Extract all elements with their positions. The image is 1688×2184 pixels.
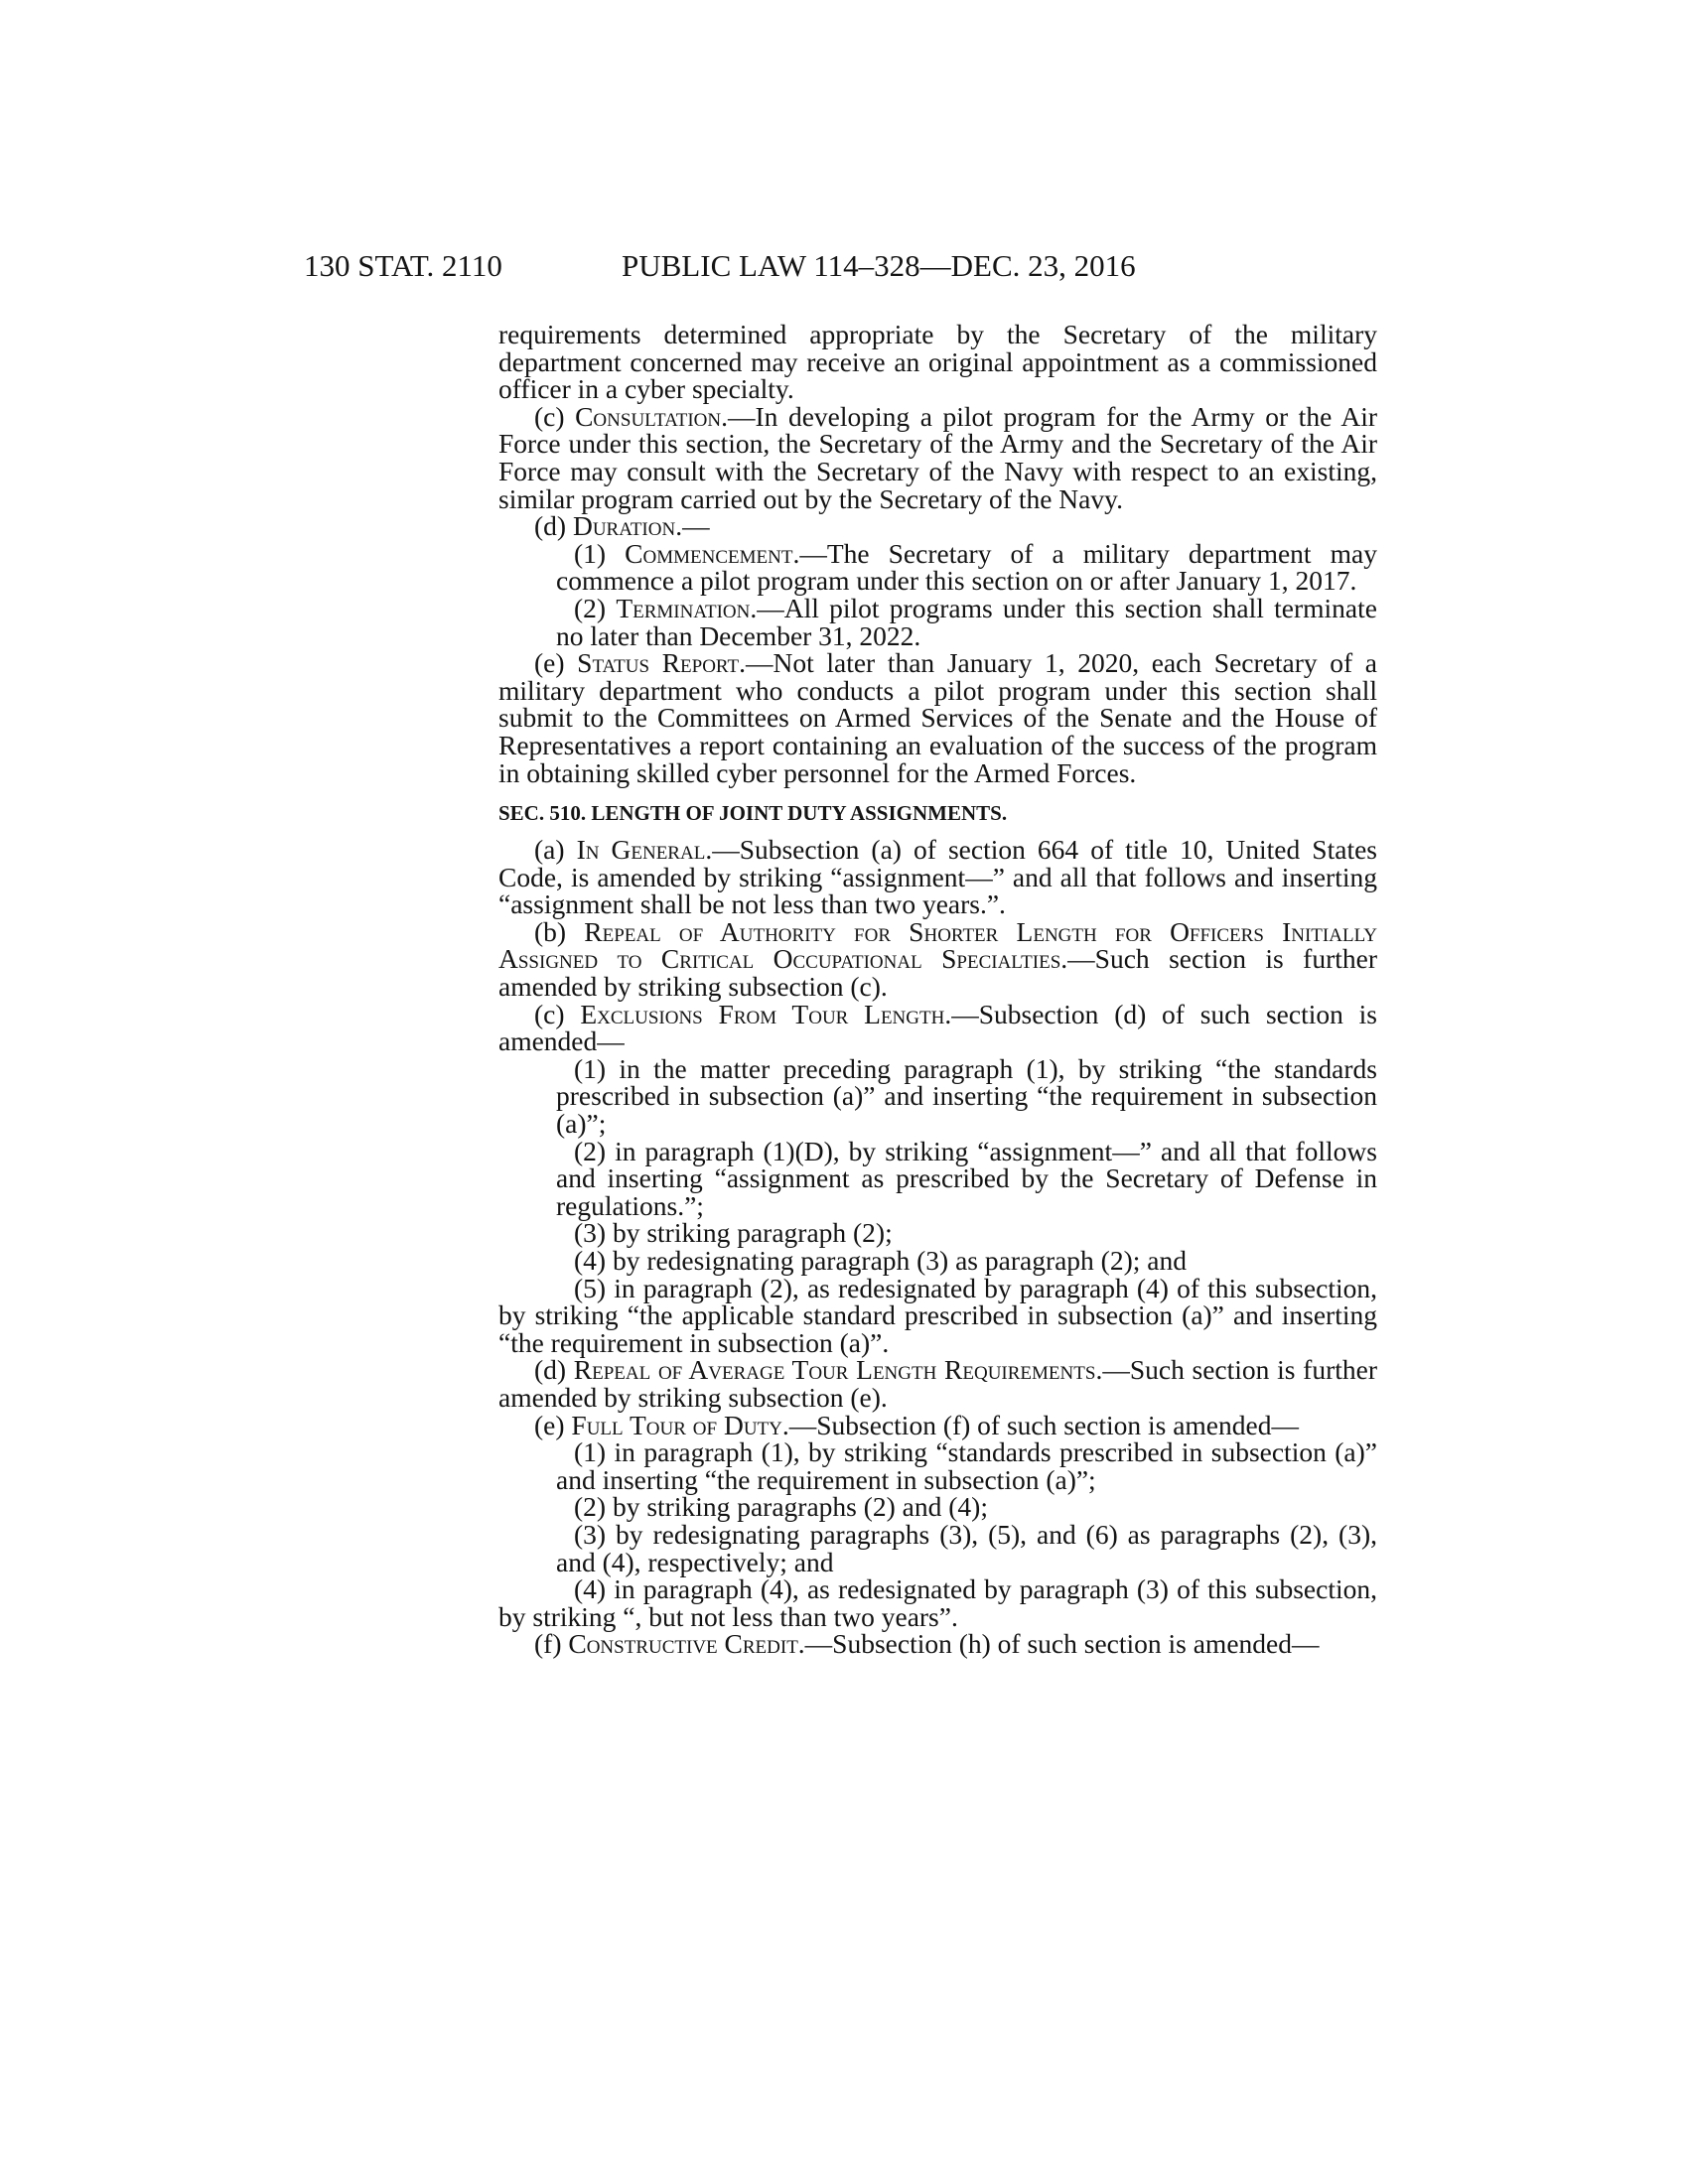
subsection-caption: Exclusions From Tour Length [580, 998, 945, 1029]
statute-page-reference: 130 STAT. 2110 [304, 248, 502, 283]
paragraph-caption: Commencement [625, 537, 793, 569]
subsection-caption: Duration [572, 510, 676, 542]
paragraph-c3: (3) by striking paragraph (2); [574, 1217, 893, 1249]
subsection-a-in-general: (a) In General.—Subsection (a) of section 664 of title 10, United States Code, is amended by striking “assignment—” and all that follows and inserting “assignment shall be not less than two years.”. [498, 834, 1377, 920]
subsection-caption: Constructive Credit [568, 1628, 798, 1660]
paragraph-d1-commencement: (1) Commencement.—The Secretary of a military department may commence a pilot program under this section on or after January 1, 2017. [556, 537, 1377, 597]
paragraph-continuation: requirements determined appropriate by the Secretary of the military department concerned may receive an original appointment as a commissioned officer in a cyber specialty. [498, 319, 1377, 405]
paragraph-e4: (4) in paragraph (4), as redesignated by paragraph (3) of this subsection, by striking “, but not less than two years”. [498, 1573, 1377, 1632]
subsection-f-constructive-credit: (f) Constructive Credit.—Subsection (h) of such section is amended— [534, 1628, 1320, 1660]
subsection-e-full-tour: (e) Full Tour of Duty.—Subsection (f) of such section is amended— [534, 1409, 1299, 1440]
paragraph-c2: (2) in paragraph (1)(D), by striking “assignment—” and all that follows and inserting “assignment as prescribed by the Secretary of Defense in regulations.”; [556, 1135, 1377, 1221]
subsection-e-status-report: (e) Status Report.—Not later than January 1, 2020, each Secretary of a military department who conducts a pilot program under this section shall submit to the Committees on Armed Services of the Senate and the House of Representatives a report containing an evaluation of the success of the program in obtaining skilled cyber personnel for the Armed Forces. [498, 647, 1377, 788]
paragraph-c4: (4) by redesignating paragraph (3) as paragraph (2); and [574, 1245, 1187, 1276]
paragraph-e2: (2) by striking paragraphs (2) and (4); [574, 1491, 988, 1523]
subsection-b-repeal-of-authority: (b) Repeal of Authority for Shorter Length for Officers Initially Assigned to Critical Occupational Specialties.—Such section is further amended by striking subsection (c). [498, 915, 1377, 1003]
paragraph-c5: (5) in paragraph (2), as redesignated by paragraph (4) of this subsection, by striking “the applicable standard prescribed in subsection (a)” and inserting “the requirement in subsection (a)”. [498, 1272, 1377, 1358]
statute-body [498, 321, 1377, 1658]
paragraph-caption: Termination [616, 592, 751, 623]
subsection-caption: Consultation [575, 400, 722, 432]
section-heading: SEC. 510. LENGTH OF JOINT DUTY ASSIGNMENTS. [498, 801, 1008, 826]
subsection-c-consultation: (c) Consultation.—In developing a pilot program for the Army or the Air Force under this section, the Secretary of the Army and the Secretary of the Air Force may consult with the Secretary of the Navy with respect to an existing, similar program carried out by the Secretary of the Navy. [498, 400, 1377, 514]
paragraph-c1: (1) in the matter preceding paragraph (1), by striking “the standards prescribed in subsection (a)” and inserting “the requirement in subsection (a)”; [556, 1052, 1377, 1140]
paragraph-d2-termination: (2) Termination.—All pilot programs under this section shall terminate no later than December 31, 2022. [556, 592, 1377, 651]
subsection-d-repeal-average-tour: (d) Repeal of Average Tour Length Requirements.—Such section is further amended by striking subsection (e). [498, 1354, 1377, 1413]
subsection-caption: In General [576, 834, 706, 866]
paragraph-e3: (3) by redesignating paragraphs (3), (5), and (6) as paragraphs (2), (3), and (4), respectively; and [556, 1518, 1377, 1577]
subsection-d-duration: (d) Duration.— [534, 510, 710, 542]
subsection-caption: Repeal of Average Tour Length Requirements [573, 1354, 1096, 1386]
subsection-caption: Full Tour of Duty [571, 1409, 782, 1440]
running-head-title: PUBLIC LAW 114–328—DEC. 23, 2016 [622, 248, 1136, 283]
subsection-caption: Status Report [577, 647, 740, 679]
paragraph-e1: (1) in paragraph (1), by striking “standards prescribed in subsection (a)” and inserting “the requirement in subsection (a)”; [556, 1436, 1377, 1495]
subsection-caption: Repeal of Authority for Shorter Length for Officers Initially Assigned to Critical Occupational Specialties [498, 915, 1377, 975]
subsection-c-exclusions: (c) Exclusions From Tour Length.—Subsection (d) of such section is amended— [498, 998, 1377, 1057]
page-header [0, 248, 1688, 288]
